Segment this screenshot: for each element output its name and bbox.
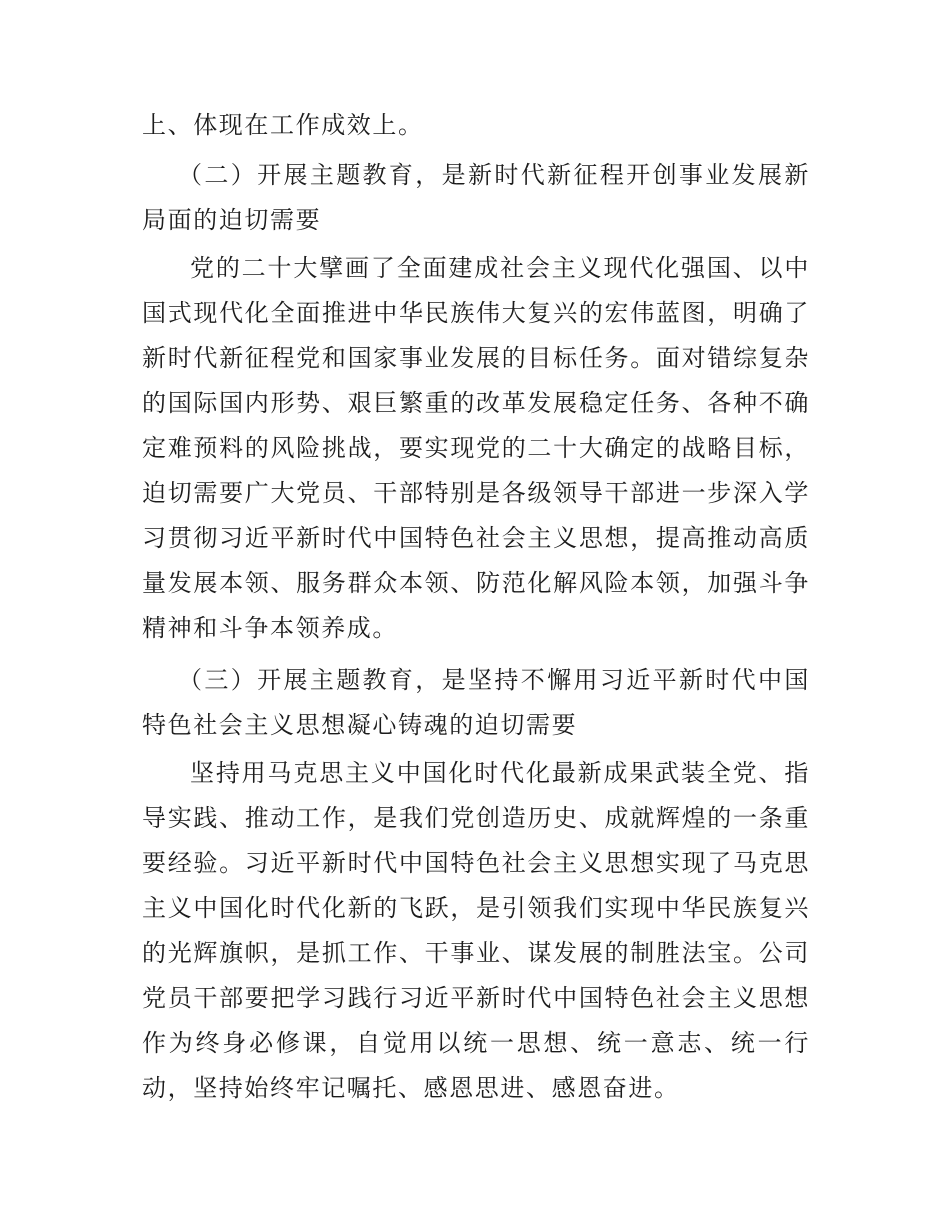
paragraph-continuation: 上、体现在工作成效上。 — [142, 111, 424, 139]
document-body — [142, 103, 810, 1111]
section-heading-3: （三）开展主题教育，是坚持不懈用习近平新时代中国特色社会主义思想凝心铸魂的迫切需要 — [142, 666, 810, 739]
body-paragraph-1: 党的二十大擘画了全面建成社会主义现代化强国、以中国式现代化全面推进中华民族伟大复兴的宏伟蓝图，明确了新时代新征程党和国家事业发展的目标任务。面对错综复杂的国际国内形势、艰巨繁重的改革发展稳定任务、各种不确定难预料的风险挑战，要实现党的二十大确定的战略目标，迫切需要广大党员、干部特别是各级领导干部进一步深入学习贯彻习近平新时代中国特色社会主义思想，提高推动高质量发展本领、服务群众本领、防范化解风险本领，加强斗争精神和斗争本领养成。 — [142, 254, 810, 642]
body-paragraph-2: 坚持用马克思主义中国化时代化最新成果武装全党、指导实践、推动工作，是我们党创造历史、成就辉煌的一条重要经验。习近平新时代中国特色社会主义思想实现了马克思主义中国化时代化新的飞跃，是引领我们实现中华民族复兴的光辉旗帜，是抓工作、干事业、谋发展的制胜法宝。公司党员干部要把学习践行习近平新时代中国特色社会主义思想作为终身必修课，自觉用以统一思想、统一意志、统一行动，坚持始终牢记嘱托、感恩思进、感恩奋进。 — [142, 759, 810, 1102]
section-heading-2: （二）开展主题教育，是新时代新征程开创事业发展新局面的迫切需要 — [142, 161, 810, 234]
